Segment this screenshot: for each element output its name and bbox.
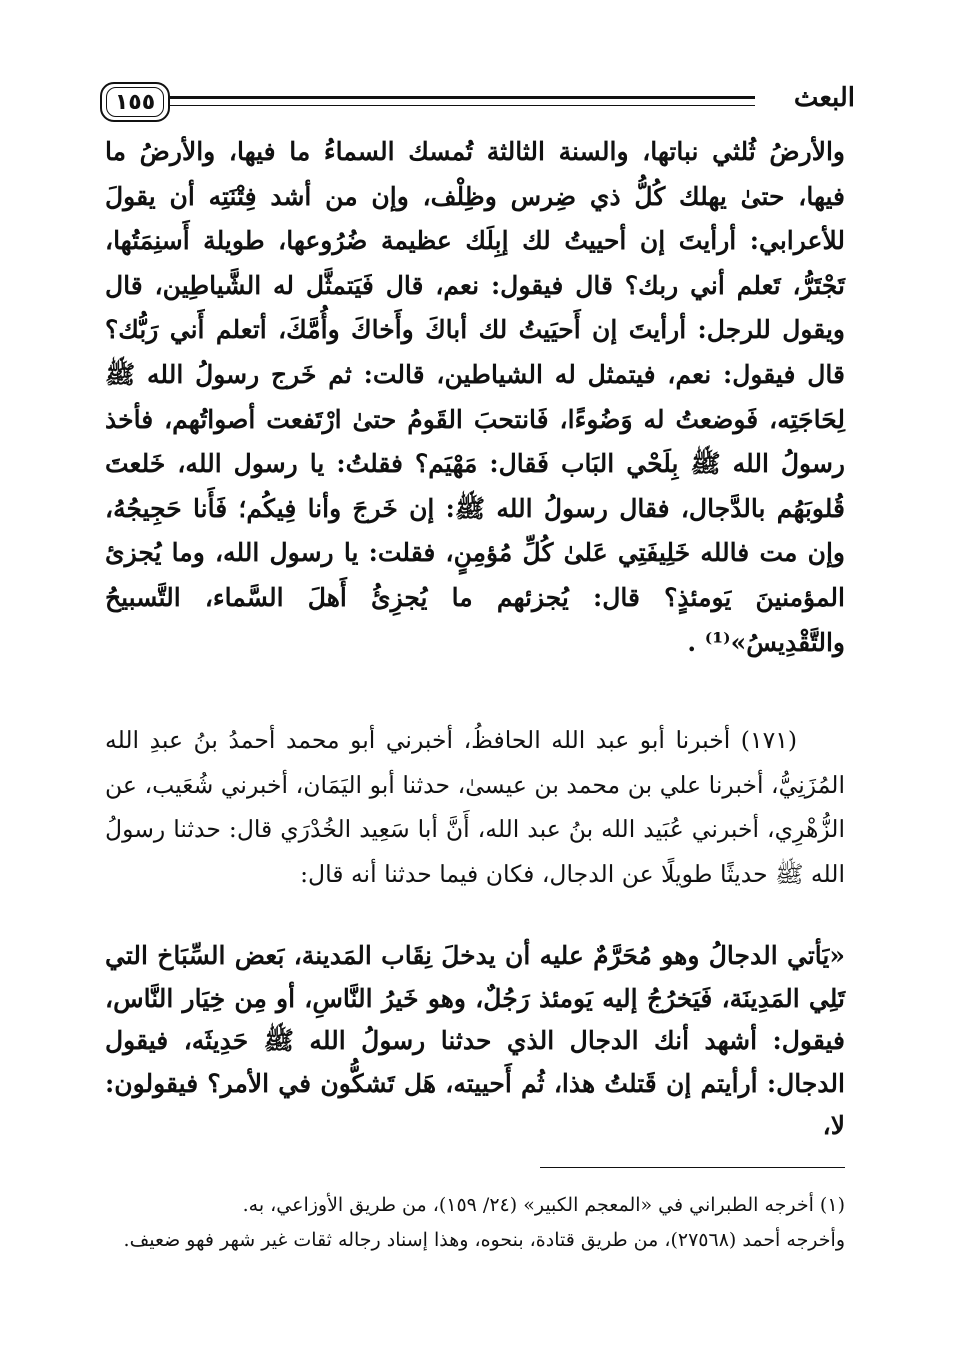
page-number: ١٥٥ <box>100 82 170 122</box>
page-header <box>100 78 855 126</box>
footnote-1-line-2: وأخرجه أحمد (٢٧٥٦٨)، من طريق قتادة، بنحوه، وهذا إسناد رجاله ثقات غير شهر فهو ضعيف. <box>123 1229 845 1251</box>
footnote-1-line-1: (١) أخرجه الطبراني في «المعجم الكبير» (٢٤/ ١٥٩)، من طريق الأوزاعي، به. <box>242 1194 845 1216</box>
isnad-171 <box>105 718 845 896</box>
hadith-continuation <box>105 130 845 665</box>
passage-3-text: «يَأتي الدجالُ وهو مُحَرَّمٌ عليه أن يدخلَ نِقَاب المَدينة، بَعض السِّبَاخ التي تَلِي المَدِينَة، فَيَخرُجُ إليه يَومئذ رَجُلٌ، وهو خَيرُ النَّاسِ، أو مِن خِيَار النَّاس، فيقول: أشهد أنك الدجال الذي حدثنا رسولُ الله ﷺ حَدِيثَه، فيقول الدجال: أرأيتم إن قَتلتُ هذا، ثُم أَحييته، هَل تَشكُّون في الأمر؟ فيقولون: لا، <box>105 941 845 1140</box>
passage-2-text: (١٧١) أخبرنا أبو عبد الله الحافظُ، أخبرني أبو محمد أحمدُ بنُ عبدِ الله المُزَنِيُّ، أخبرنا علي بن محمد بن عيسىٰ، حدثنا أبو اليَمَان، أخبرني شُعَيب، عن الزُّهْرِي، أخبرني عُبَيد الله بنُ عبد الله، أَنَّ أبا سَعِيد الخُدْرَي قال: حدثنا رسولُ الله ﷺ حديثًا طويلًا عن الدجال، فكان فيما حدثنا أنه قال: <box>105 726 845 888</box>
passage-1-text: والأرضُ ثُلثي نباتها، والسنة الثالثة تُمسك السماءُ ما فيها، والأرضُ ما فيها، حتىٰ يهلك كُلُّ ذي ضِرس وظِلْف، وإن من أشد فِتْنَتِه أن يقولَ للأعرابي: أرأيتَ إن أحييتُ لك إبِلَك عظيمة ضُرُوعها، طويلة أَسنِمَتُها، تَجْتَرُّ، تَعلم أني ربك؟ قال فيقول: نعم، قال فَيَتمثَّل له الشَّياطِين، قال ويقول للرجل: أرأيتَ إن أَحيَيتُ لك أباكَ وأَخاكَ وأُمَّكَ، أتعلم أَني رَبُّك؟ قال فيقول: نعم، فيتمثل له الشياطين، قالت: ثم خَرج رسولُ الله ﷺ لِحَاجَتِه، فَوضعتُ له وَضُوءًا، فَانتحبَ القَومُ حتىٰ ارْتَفعت أصواتُهم، فأخذ رسولُ الله ﷺ بِلَحْي البَاب فَقال: مَهْيَم؟ فقلتُ: يا رسول الله، خَلعتَ قُلوبَهُم بالدَّجال، فقال رسولُ الله ﷺ: إن خَرجَ وأنا فِيكُم؛ فَأَنا حَجِيجُهُ، وإن مت فالله خَلِيفَتِي عَلىٰ كُلِّ مُؤمِنٍ، فقلت: يا رسول الله، وما يُجزئ المؤمنينَ يَومئذٍ؟ قال: يُجزئهم ما يُجزِئُ أَهلَ السَّماء، التَّسبيحُ والتَّقْدِيسُ»⁽¹⁾ . <box>105 137 845 657</box>
footnote-divider <box>540 1167 845 1168</box>
header-rule <box>170 96 755 106</box>
footnotes <box>105 1188 845 1258</box>
book-title: البعث <box>793 83 855 113</box>
hadith-171-matn <box>105 935 845 1148</box>
